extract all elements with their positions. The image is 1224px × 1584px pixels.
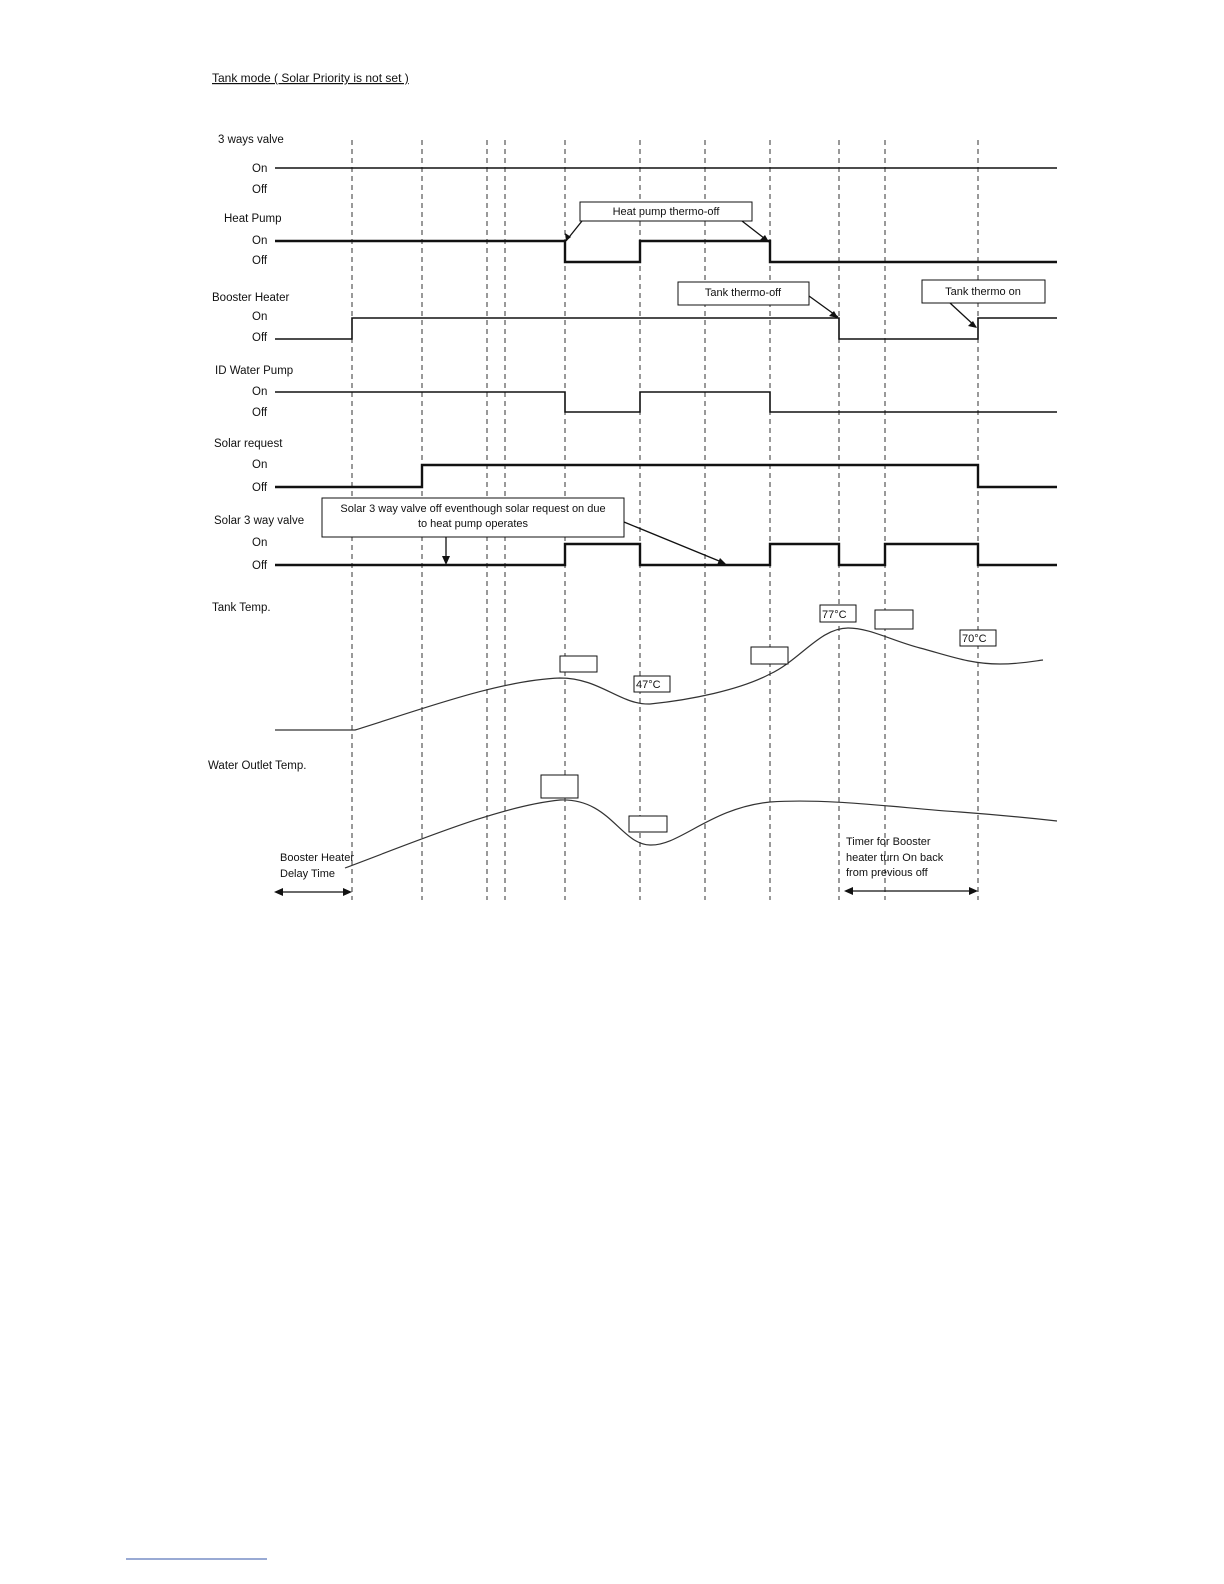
temp-77c: 77°C	[822, 609, 847, 621]
signal-trace	[275, 465, 1057, 487]
on-label: On	[252, 459, 268, 471]
blank-label-box	[541, 775, 578, 798]
signal-trace	[275, 544, 1057, 565]
signal-name: Solar 3 way valve	[214, 515, 305, 527]
signal-id-water-pump	[215, 365, 1057, 419]
on-label: On	[252, 235, 268, 247]
booster-timer-annotation	[844, 836, 978, 895]
signal-name: Booster Heater	[212, 292, 290, 304]
callout-solar-valve-line2: to heat pump operates	[417, 518, 529, 530]
off-label: Off	[252, 255, 268, 267]
callout-tank-thermo-off: Tank thermo-off	[704, 287, 782, 299]
on-label: On	[252, 311, 268, 323]
off-label: Off	[252, 560, 268, 572]
booster-delay-annotation	[274, 852, 354, 896]
off-label: Off	[252, 332, 268, 344]
arrow-head	[274, 888, 283, 896]
off-label: Off	[252, 184, 268, 196]
delay-line1: Booster Heater	[280, 852, 354, 864]
temp-70c: 70°C	[962, 633, 987, 645]
off-label: Off	[252, 482, 268, 494]
timer-line2: heater turn On back	[846, 852, 944, 864]
timer-line3: from previous off	[846, 867, 928, 879]
blank-label-box	[560, 656, 597, 672]
analog-name: Tank Temp.	[212, 602, 271, 614]
arrow-head	[442, 556, 450, 565]
arrow-head	[968, 321, 977, 328]
signal-name: ID Water Pump	[215, 365, 294, 377]
callout-tank-thermo-on: Tank thermo on	[945, 286, 1021, 298]
delay-line2: Delay Time	[280, 868, 336, 880]
blank-label-box	[751, 647, 788, 664]
blank-label-box	[629, 816, 667, 832]
blank-label-box	[875, 610, 913, 629]
signal-trace	[275, 241, 1057, 262]
arrow-head	[717, 558, 727, 565]
callout-solar-valve-line1: Solar 3 way valve off eventhough solar request on due	[340, 503, 606, 515]
signal-name: 3 ways valve	[218, 134, 284, 146]
outlet-temp-curve	[345, 800, 1057, 868]
signal-name: Solar request	[214, 438, 283, 450]
timer-line1: Timer for Booster	[846, 836, 931, 848]
arrow-head	[844, 887, 853, 895]
diagram-title: Tank mode ( Solar Priority is not set )	[212, 71, 409, 85]
on-label: On	[252, 163, 268, 175]
callout-heat-pump-thermo-off: Heat pump thermo-off	[612, 206, 720, 218]
temp-47c: 47°C	[636, 679, 661, 691]
on-label: On	[252, 386, 268, 398]
signal-name: Heat Pump	[224, 213, 282, 225]
signal-solar-request	[214, 438, 1057, 494]
arrow-head	[969, 887, 978, 895]
off-label: Off	[252, 407, 268, 419]
arrow-head	[565, 233, 571, 241]
arrow-head	[343, 888, 352, 896]
signal-booster-heater	[212, 280, 1057, 344]
analog-tank-temp	[212, 602, 1043, 730]
signal-trace	[275, 392, 1057, 412]
analog-name: Water Outlet Temp.	[208, 760, 307, 772]
signal-solar-3-way-valve	[214, 498, 1057, 572]
signal-trace	[275, 318, 1057, 339]
on-label: On	[252, 537, 268, 549]
signal-3-ways-valve	[218, 134, 1057, 196]
